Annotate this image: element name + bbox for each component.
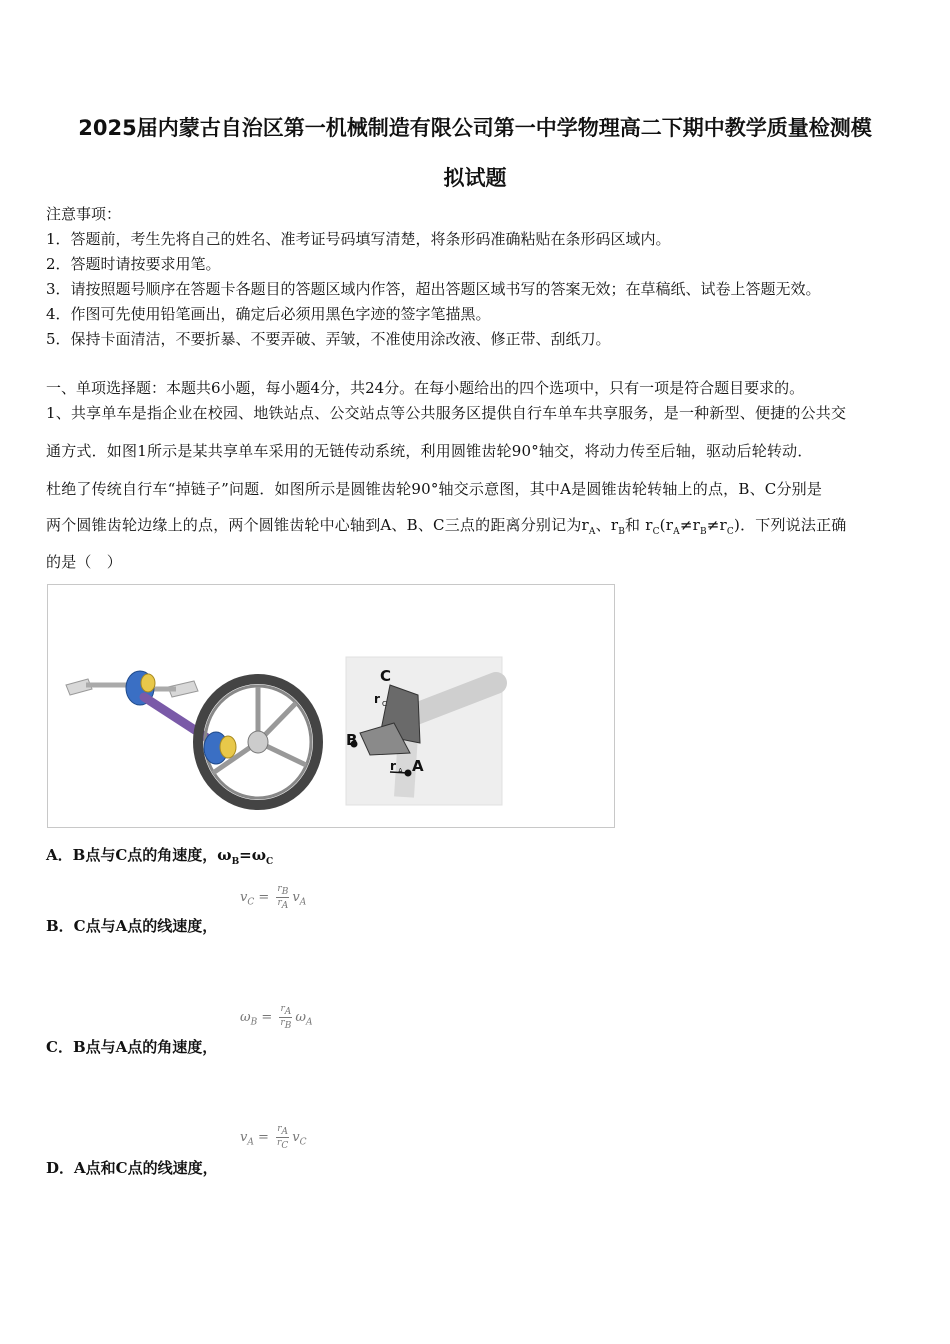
label-c: C: [380, 667, 392, 685]
option-b-formula: $v_C$ = $\frac{r_B}{r_A}$ $v_A$: [240, 884, 307, 911]
question-text-line: 两个圆锥齿轮边缘上的点，两个圆锥齿轮中心轴到A、B、C三点的距离分别记为$r_A$、$r_B$和 $r_C(r_A\ne r_B\ne r_C)$．下列说法正确: [46, 516, 847, 537]
notes-item: 1．答题前，考生先将自己的姓名、准考证号码填写清楚，将条形码准确粘贴在条形码区域内。: [46, 230, 671, 248]
notes-item: 5．保持卡面清洁，不要折暴、不要弄破、弄皱，不准使用涂改液、修正带、刮纸刀。: [46, 330, 611, 348]
option-d-formula: $v_A$ = $\frac{r_A}{r_C}$ $v_C$: [240, 1124, 307, 1151]
page-title-line-2: 拟试题: [443, 166, 507, 190]
notes-heading: 注意事项：: [46, 205, 122, 223]
notes-item: 2．答题时请按要求用笔。: [46, 255, 221, 273]
question-text-line: 通方式．如图1所示是某共享单车采用的无链传动系统，利用圆锥齿轮90°轴交，将动力传至后轴，驱动后轮转动．: [46, 442, 813, 460]
bevel-gear-diagram: [346, 657, 502, 805]
label-ra-sub: A: [398, 767, 403, 775]
section-heading: 一、单项选择题：本题共6小题，每小题4分，共24分。在每小题给出的四个选项中，只有一项是符合题目要求的。: [46, 379, 805, 397]
option-d-label: D．A点和C点的线速度，: [46, 1159, 218, 1177]
option-b[interactable]: [46, 915, 217, 936]
option-a-label: A．B点与C点的角速度，: [46, 846, 218, 864]
label-rc-sub: C: [382, 700, 387, 708]
notes-item: 3．请按照题号顺序在答题卡各题目的答题区域内作答，超出答题区域书写的答案无效；在草稿纸、试卷上答题无效。: [46, 280, 821, 298]
option-c-label: C．B点与A点的角速度，: [46, 1038, 218, 1056]
question-text-line: 1、共享单车是指企业在校园、地铁站点、公交站点等公共服务区提供自行车单车共享服务，是一种新型、便捷的公共交: [46, 404, 847, 422]
option-a[interactable]: [46, 844, 273, 867]
page-title-line-1: 2025届内蒙古自治区第一机械制造有限公司第一中学物理高二下期中教学质量检测模: [78, 116, 872, 140]
label-ra: r: [390, 759, 396, 773]
option-b-label: B．C点与A点的线速度，: [46, 917, 218, 935]
option-a-formula: $\omega_B=\omega_C$: [217, 846, 274, 867]
question-text-line: 杜绝了传统自行车“掉链子”问题．如图所示是圆锥齿轮90°轴交示意图，其中A是圆锥齿轮转轴上的点，B、C分别是: [46, 480, 823, 498]
notes-item: 4．作图可先使用铅笔画出，确定后必须用黑色字迹的签字笔描黑。: [46, 305, 491, 323]
label-a: A: [412, 757, 424, 775]
option-c[interactable]: [46, 1036, 217, 1057]
option-d[interactable]: [46, 1157, 218, 1178]
question-text-line: 的是（ ）: [46, 553, 123, 571]
label-b: B: [346, 731, 358, 749]
bicycle-drive-illustration: [48, 585, 614, 827]
option-c-formula: $\omega_B$ = $\frac{r_A}{r_B}$ $\omega_A$: [240, 1004, 313, 1031]
label-rc: r: [374, 692, 380, 706]
question-figure: [47, 584, 615, 828]
